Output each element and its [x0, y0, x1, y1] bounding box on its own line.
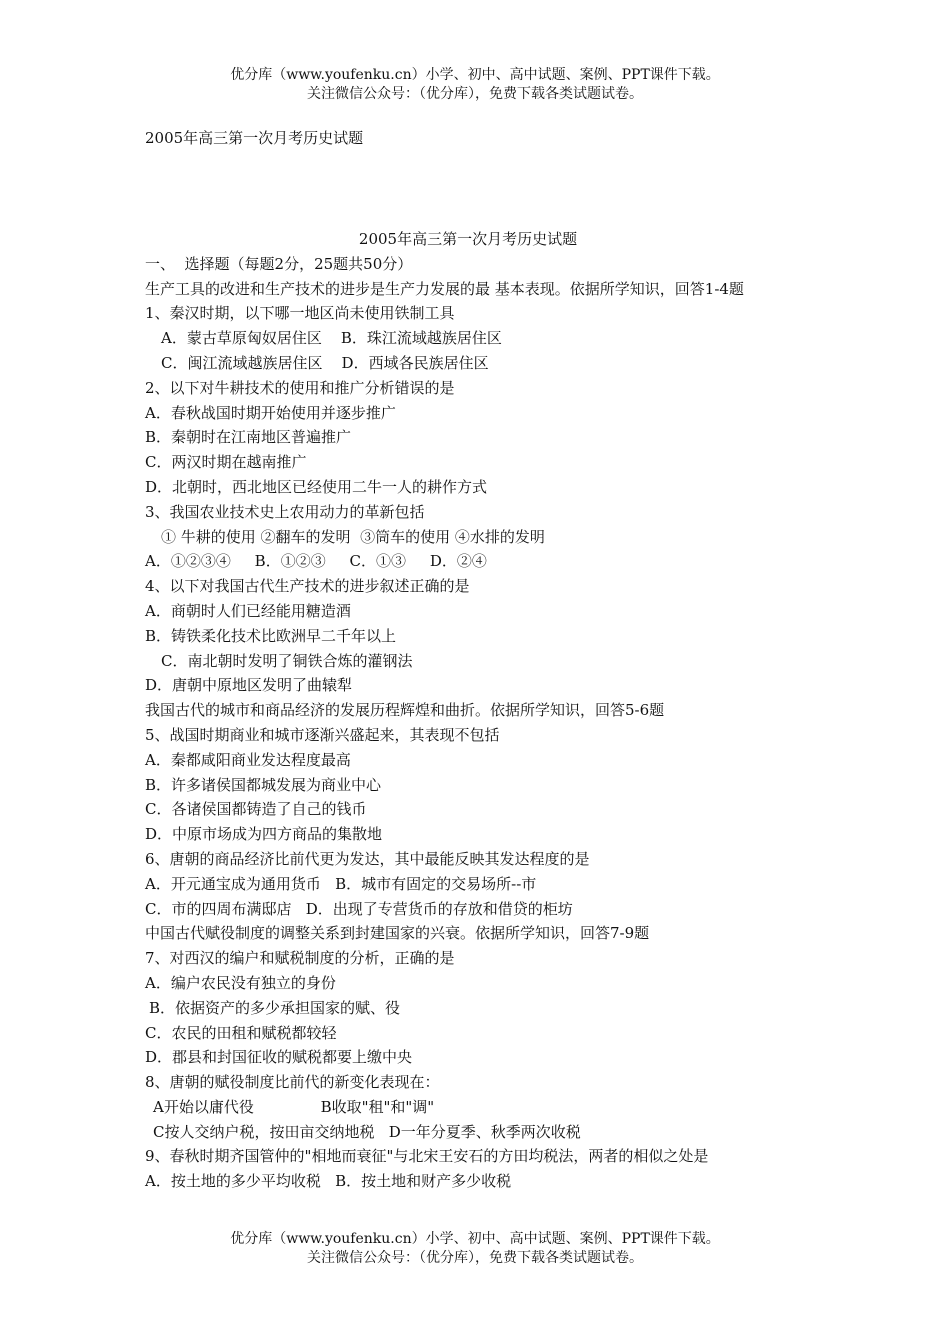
question-5-option-a: A．秦都咸阳商业发达程度最高 — [145, 750, 351, 769]
question-8-options-ab: A开始以庸代役 B收取"租"和"调" — [153, 1097, 435, 1116]
question-5: 5、战国时期商业和城市逐渐兴盛起来，其表现不包括 — [145, 725, 500, 744]
question-1-options-cd: C．闽江流域越族居住区 D．西域各民族居住区 — [161, 353, 489, 372]
question-6-options-ab: A．开元通宝成为通用货币 B．城市有固定的交易场所--市 — [145, 874, 537, 893]
intro-paragraph: 中国古代赋役制度的调整关系到封建国家的兴衰。依据所学知识，回答7-9题 — [145, 924, 650, 943]
question-4: 4、以下对我国古代生产技术的进步叙述正确的是 — [145, 577, 470, 596]
question-8: 8、唐朝的赋役制度比前代的新变化表现在： — [145, 1073, 440, 1092]
question-3-options: A．①②③④ B．①②③ C．①③ D．②④ — [145, 552, 487, 571]
question-7-option-c: C．农民的田租和赋税都较轻 — [145, 1023, 337, 1042]
question-4-option-b: B．铸铁柔化技术比欧洲早二千年以上 — [145, 626, 397, 645]
question-5-option-d: D．中原市场成为四方商品的集散地 — [145, 825, 383, 844]
page-header — [0, 66, 950, 104]
question-3-items: ① 牛耕的使用 ②翻车的发明 ③筒车的使用 ④水排的发明 — [161, 527, 545, 546]
question-3: 3、我国农业技术史上农用动力的革新包括 — [145, 502, 425, 521]
exam-title: 2005年高三第一次月考历史试题 — [358, 230, 578, 248]
question-9: 9、春秋时期齐国管仲的"相地而衰征"与北宋王安石的方田均税法，两者的相似之处是 — [145, 1147, 709, 1166]
question-1-options-ab: A．蒙古草原匈奴居住区 B．珠江流域越族居住区 — [161, 329, 502, 348]
intro-paragraph: 生产工具的改进和生产技术的进步是生产力发展的最 基本表现。依据所学知识，回答1-4题 — [145, 279, 744, 298]
footer-line-2: 关注微信公众号：（优分库），免费下载各类试题试卷。 — [307, 1250, 643, 1266]
question-6: 6、唐朝的商品经济比前代更为发达，其中最能反映其发达程度的是 — [145, 849, 590, 868]
question-5-option-b: B．许多诸侯国都城发展为商业中心 — [145, 775, 382, 794]
question-4-option-a: A．商朝时人们已经能用糖造酒 — [145, 601, 351, 620]
question-2-option-c: C．两汉时期在越南推广 — [145, 453, 307, 472]
question-7-option-d: D．郡县和封国征收的赋税都要上缴中央 — [145, 1048, 413, 1067]
question-4-option-c: C．南北朝时发明了铜铁合炼的灌钢法 — [161, 651, 413, 670]
question-7-option-a: A．编户农民没有独立的身份 — [145, 973, 336, 992]
question-2: 2、以下对牛耕技术的使用和推广分析错误的是 — [145, 378, 455, 397]
question-2-option-a: A．春秋战国时期开始使用并逐步推广 — [145, 403, 396, 422]
question-4-option-d: D．唐朝中原地区发明了曲辕犁 — [145, 676, 353, 695]
question-7: 7、对西汉的编户和赋税制度的分析，正确的是 — [145, 949, 455, 968]
question-7-option-b: B．依据资产的多少承担国家的赋、役 — [149, 998, 401, 1017]
question-9-options-ab: A．按土地的多少平均收税 B．按土地和财产多少收税 — [145, 1172, 512, 1191]
document-body — [145, 227, 813, 1194]
question-5-option-c: C．各诸侯国都铸造了自己的钱币 — [145, 800, 367, 819]
header-line-2: 关注微信公众号：（优分库），免费下载各类试题试卷。 — [307, 86, 643, 102]
question-2-option-d: D．北朝时，西北地区已经使用二牛一人的耕作方式 — [145, 477, 488, 496]
question-6-options-cd: C．市的四周布满邸店 D．出现了专营货币的存放和借贷的柜坊 — [145, 899, 573, 918]
page-footer — [0, 1230, 950, 1268]
intro-paragraph: 我国古代的城市和商品经济的发展历程辉煌和曲折。依据所学知识，回答5-6题 — [145, 701, 665, 720]
header-line-1: 优分库（www.youfenku.cn）小学、初中、高中试题、案例、PPT课件下载。 — [230, 67, 720, 83]
question-1: 1、秦汉时期，以下哪一地区尚未使用铁制工具 — [145, 304, 455, 323]
document-title-top: 2005年高三第一次月考历史试题 — [145, 129, 364, 147]
footer-line-1: 优分库（www.youfenku.cn）小学、初中、高中试题、案例、PPT课件下载。 — [230, 1231, 720, 1247]
question-2-option-b: B．秦朝时在江南地区普遍推广 — [145, 428, 352, 447]
section-heading: 一、 选择题（每题2分，25题共50分） — [145, 254, 413, 273]
question-8-options-cd: C按人交纳户税，按田亩交纳地税 D一年分夏季、秋季两次收税 — [153, 1122, 581, 1141]
